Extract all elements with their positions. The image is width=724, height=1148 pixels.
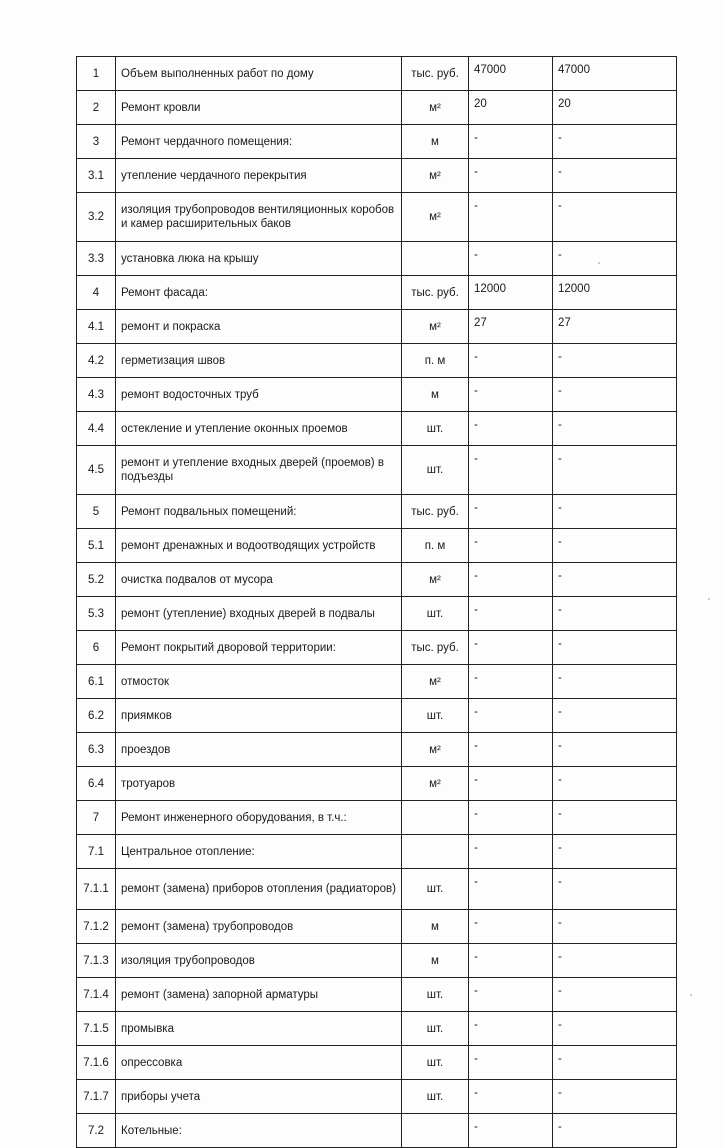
row-number: 5.3 <box>77 597 116 631</box>
table-row <box>77 344 677 378</box>
work-name: отмосток <box>116 665 402 699</box>
table-row <box>77 412 677 446</box>
work-name: изоляция трубопроводов вентиляционных коробов и камер расширительных баков <box>116 193 402 242</box>
value-actual: 47000 <box>553 57 677 91</box>
unit: шт. <box>402 869 469 910</box>
work-name: Ремонт покрытий дворовой территории: <box>116 631 402 665</box>
work-name: приямков <box>116 699 402 733</box>
work-name: герметизация швов <box>116 344 402 378</box>
table-row <box>77 835 677 869</box>
works-table <box>76 56 677 1148</box>
row-number: 7.1.1 <box>77 869 116 910</box>
value-planned: - <box>469 944 553 978</box>
unit: м² <box>402 665 469 699</box>
value-actual: - <box>553 412 677 446</box>
value-actual: - <box>553 1046 677 1080</box>
value-planned: - <box>469 193 553 242</box>
table-row <box>77 869 677 910</box>
value-actual: 27 <box>553 310 677 344</box>
work-name: проездов <box>116 733 402 767</box>
work-name: ремонт (замена) приборов отопления (радиаторов) <box>116 869 402 910</box>
row-number: 4.2 <box>77 344 116 378</box>
table-row <box>77 1046 677 1080</box>
value-planned: - <box>469 344 553 378</box>
value-planned: - <box>469 665 553 699</box>
value-planned: - <box>469 733 553 767</box>
work-name: Центральное отопление: <box>116 835 402 869</box>
value-planned: - <box>469 495 553 529</box>
value-planned: - <box>469 1080 553 1114</box>
work-name: Объем выполненных работ по дому <box>116 57 402 91</box>
value-planned: - <box>469 699 553 733</box>
unit: м² <box>402 563 469 597</box>
value-actual: - <box>553 767 677 801</box>
value-planned: 12000 <box>469 276 553 310</box>
value-actual: - <box>553 699 677 733</box>
work-name: промывка <box>116 1012 402 1046</box>
value-planned: 20 <box>469 91 553 125</box>
work-name: очистка подвалов от мусора <box>116 563 402 597</box>
row-number: 7.1.6 <box>77 1046 116 1080</box>
row-number: 7.1.5 <box>77 1012 116 1046</box>
value-actual: - <box>553 869 677 910</box>
value-actual: - <box>553 193 677 242</box>
scan-speck <box>708 598 710 600</box>
value-planned: - <box>469 631 553 665</box>
table-row <box>77 801 677 835</box>
unit <box>402 835 469 869</box>
value-actual: - <box>553 446 677 495</box>
unit: тыс. руб. <box>402 57 469 91</box>
value-planned: - <box>469 242 553 276</box>
row-number: 7 <box>77 801 116 835</box>
value-actual: - <box>553 631 677 665</box>
row-number: 6 <box>77 631 116 665</box>
unit: шт. <box>402 1080 469 1114</box>
value-actual: - <box>553 1080 677 1114</box>
value-planned: - <box>469 1114 553 1148</box>
value-planned: - <box>469 378 553 412</box>
work-name: изоляция трубопроводов <box>116 944 402 978</box>
row-number: 4.4 <box>77 412 116 446</box>
value-actual: - <box>553 159 677 193</box>
table-row <box>77 767 677 801</box>
table-row <box>77 733 677 767</box>
value-actual: - <box>553 944 677 978</box>
value-planned: - <box>469 910 553 944</box>
value-planned: - <box>469 835 553 869</box>
table-row <box>77 944 677 978</box>
unit: шт. <box>402 978 469 1012</box>
value-planned: 27 <box>469 310 553 344</box>
value-planned: - <box>469 869 553 910</box>
value-actual: - <box>553 529 677 563</box>
value-actual: - <box>553 597 677 631</box>
row-number: 4.3 <box>77 378 116 412</box>
row-number: 6.3 <box>77 733 116 767</box>
value-actual: - <box>553 978 677 1012</box>
value-actual: - <box>553 563 677 597</box>
value-actual: - <box>553 733 677 767</box>
row-number: 5.1 <box>77 529 116 563</box>
work-name: Ремонт кровли <box>116 91 402 125</box>
value-actual: - <box>553 125 677 159</box>
table-row <box>77 1012 677 1046</box>
unit: м² <box>402 733 469 767</box>
work-name: ремонт и покраска <box>116 310 402 344</box>
work-name: ремонт (замена) трубопроводов <box>116 910 402 944</box>
work-name: Ремонт фасада: <box>116 276 402 310</box>
unit <box>402 801 469 835</box>
row-number: 2 <box>77 91 116 125</box>
work-name: Ремонт инженерного оборудования, в т.ч.: <box>116 801 402 835</box>
table-row <box>77 1080 677 1114</box>
works-table-container <box>76 56 656 1148</box>
unit: тыс. руб. <box>402 276 469 310</box>
value-actual: - <box>553 801 677 835</box>
value-actual: 20 <box>553 91 677 125</box>
unit: шт. <box>402 1012 469 1046</box>
value-planned: - <box>469 159 553 193</box>
value-actual: - <box>553 1012 677 1046</box>
scan-speck <box>690 994 692 996</box>
row-number: 6.4 <box>77 767 116 801</box>
table-row <box>77 910 677 944</box>
table-row <box>77 665 677 699</box>
row-number: 4 <box>77 276 116 310</box>
work-name: ремонт (замена) запорной арматуры <box>116 978 402 1012</box>
row-number: 7.1 <box>77 835 116 869</box>
value-planned: - <box>469 1046 553 1080</box>
unit: м <box>402 944 469 978</box>
unit: шт. <box>402 597 469 631</box>
table-row <box>77 597 677 631</box>
table-row <box>77 495 677 529</box>
row-number: 6.1 <box>77 665 116 699</box>
row-number: 7.1.3 <box>77 944 116 978</box>
value-actual: - <box>553 495 677 529</box>
work-name: остекление и утепление оконных проемов <box>116 412 402 446</box>
row-number: 7.1.2 <box>77 910 116 944</box>
value-actual: - <box>553 344 677 378</box>
table-row <box>77 57 677 91</box>
row-number: 5 <box>77 495 116 529</box>
work-name: опрессовка <box>116 1046 402 1080</box>
row-number: 3 <box>77 125 116 159</box>
unit: м² <box>402 91 469 125</box>
unit: м² <box>402 193 469 242</box>
work-name: приборы учета <box>116 1080 402 1114</box>
unit: м² <box>402 159 469 193</box>
unit <box>402 242 469 276</box>
value-planned: - <box>469 597 553 631</box>
value-planned: - <box>469 446 553 495</box>
work-name: ремонт водосточных труб <box>116 378 402 412</box>
work-name: Котельные: <box>116 1114 402 1148</box>
table-row <box>77 1114 677 1148</box>
unit: тыс. руб. <box>402 495 469 529</box>
unit: м <box>402 910 469 944</box>
row-number: 3.2 <box>77 193 116 242</box>
unit: шт. <box>402 446 469 495</box>
unit: м² <box>402 767 469 801</box>
value-actual: - <box>553 242 677 276</box>
value-actual: 12000 <box>553 276 677 310</box>
work-name: тротуаров <box>116 767 402 801</box>
work-name: ремонт и утепление входных дверей (проемов) в подъезды <box>116 446 402 495</box>
table-row <box>77 978 677 1012</box>
table-row <box>77 193 677 242</box>
work-name: Ремонт подвальных помещений: <box>116 495 402 529</box>
value-planned: 47000 <box>469 57 553 91</box>
table-row <box>77 699 677 733</box>
row-number: 3.3 <box>77 242 116 276</box>
work-name: ремонт (утепление) входных дверей в подвалы <box>116 597 402 631</box>
table-row <box>77 276 677 310</box>
unit: п. м <box>402 529 469 563</box>
value-planned: - <box>469 412 553 446</box>
table-row <box>77 631 677 665</box>
table-row <box>77 563 677 597</box>
value-actual: - <box>553 665 677 699</box>
row-number: 7.2 <box>77 1114 116 1148</box>
row-number: 3.1 <box>77 159 116 193</box>
unit: п. м <box>402 344 469 378</box>
row-number: 4.5 <box>77 446 116 495</box>
value-planned: - <box>469 125 553 159</box>
value-actual: - <box>553 835 677 869</box>
work-name: установка люка на крышу <box>116 242 402 276</box>
row-number: 5.2 <box>77 563 116 597</box>
work-name: утепление чердачного перекрытия <box>116 159 402 193</box>
row-number: 7.1.4 <box>77 978 116 1012</box>
table-row <box>77 529 677 563</box>
value-actual: - <box>553 378 677 412</box>
value-planned: - <box>469 563 553 597</box>
row-number: 7.1.7 <box>77 1080 116 1114</box>
unit: шт. <box>402 699 469 733</box>
value-planned: - <box>469 767 553 801</box>
unit <box>402 1114 469 1148</box>
value-planned: - <box>469 801 553 835</box>
table-row <box>77 125 677 159</box>
value-actual: - <box>553 910 677 944</box>
value-planned: - <box>469 978 553 1012</box>
work-name: ремонт дренажных и водоотводящих устройств <box>116 529 402 563</box>
table-row <box>77 91 677 125</box>
unit: тыс. руб. <box>402 631 469 665</box>
unit: шт. <box>402 1046 469 1080</box>
row-number: 4.1 <box>77 310 116 344</box>
unit: м <box>402 378 469 412</box>
table-row <box>77 378 677 412</box>
unit: шт. <box>402 412 469 446</box>
row-number: 6.2 <box>77 699 116 733</box>
value-actual: - <box>553 1114 677 1148</box>
table-row <box>77 242 677 276</box>
value-planned: - <box>469 1012 553 1046</box>
work-name: Ремонт чердачного помещения: <box>116 125 402 159</box>
table-row <box>77 310 677 344</box>
table-row <box>77 159 677 193</box>
table-row <box>77 446 677 495</box>
value-planned: - <box>469 529 553 563</box>
scan-speck <box>598 262 600 264</box>
unit: м² <box>402 310 469 344</box>
row-number: 1 <box>77 57 116 91</box>
unit: м <box>402 125 469 159</box>
